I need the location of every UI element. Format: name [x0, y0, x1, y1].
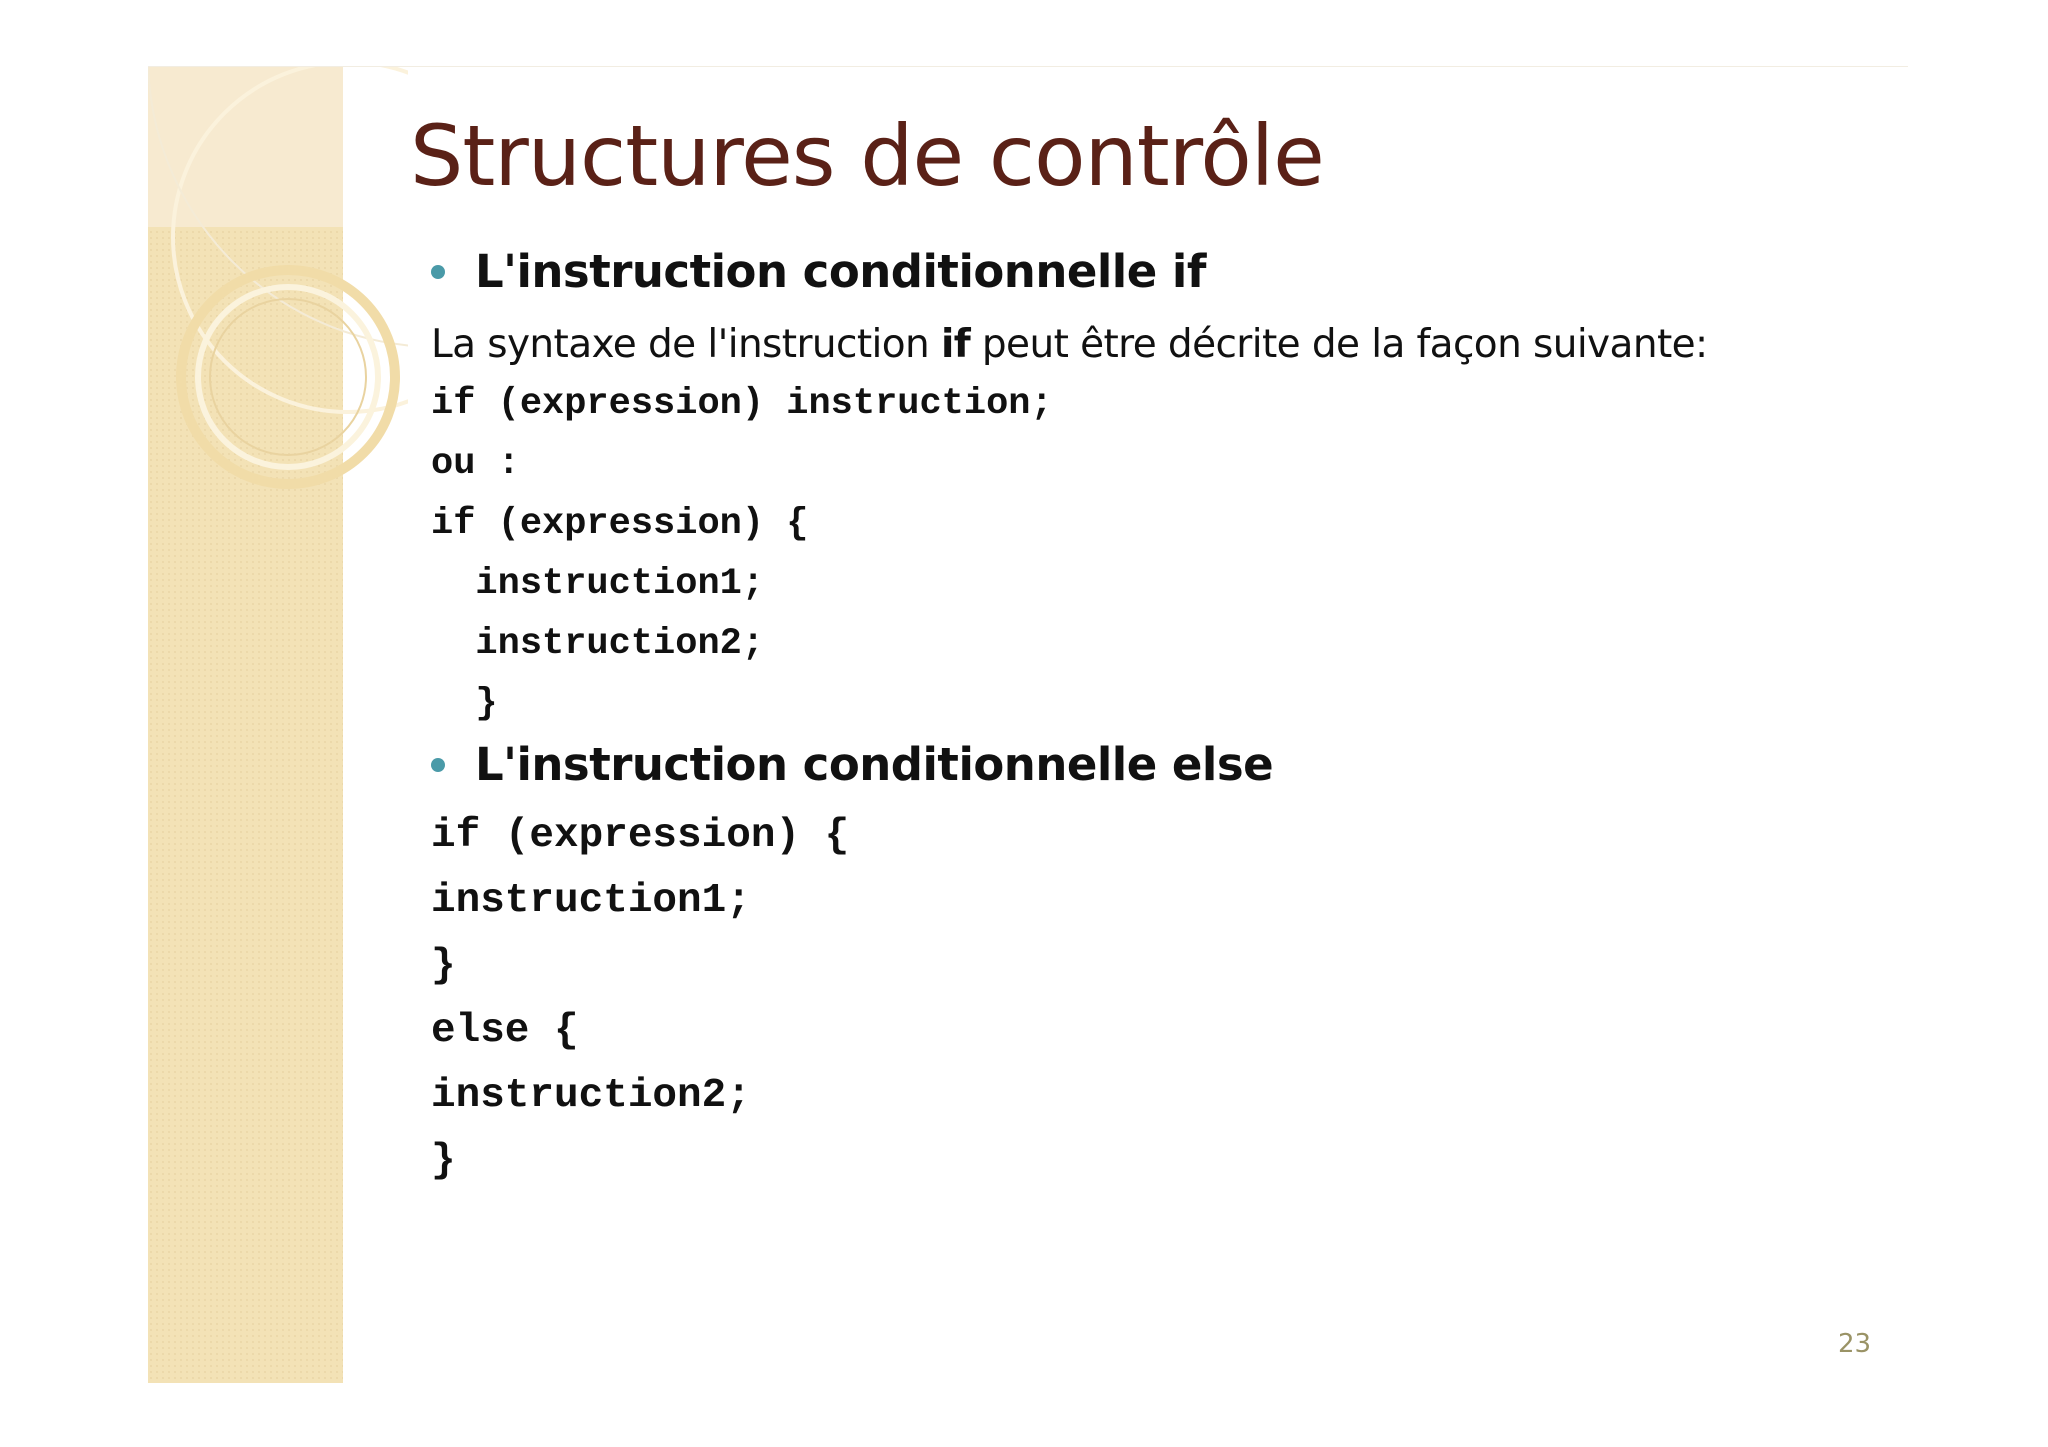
slide [148, 66, 1908, 1383]
page-number: 23 [1838, 1329, 1872, 1359]
code-line: instruction2; [431, 623, 765, 665]
code-line: if (expression) { [431, 813, 850, 859]
slide-title: Structures de contrôle [410, 107, 1324, 205]
bullet-else-text: L'instruction conditionnelle else [475, 738, 1274, 791]
syntax-description-after: peut être décrite de la façon suivante: [970, 322, 1708, 367]
bullet-if [431, 245, 1206, 298]
bullet-else [431, 738, 1273, 791]
code-line: instruction1; [431, 878, 751, 924]
code-line: else { [431, 1008, 579, 1054]
bullet-dot-icon [431, 758, 445, 772]
syntax-description-before: La syntaxe de l'instruction [431, 322, 941, 367]
code-line: if (expression) { [431, 503, 809, 545]
syntax-description [431, 322, 1708, 367]
syntax-description-keyword: if [940, 322, 971, 367]
code-line: } [431, 943, 456, 989]
code-line: instruction2; [431, 1073, 751, 1119]
code-line: instruction1; [431, 563, 765, 605]
code-line: } [431, 1138, 456, 1184]
bullet-if-text: L'instruction conditionnelle if [475, 245, 1206, 298]
code-line: } [431, 683, 498, 725]
decorative-circles-icon [148, 67, 408, 507]
code-line: ou : [431, 443, 520, 485]
code-line: if (expression) instruction; [431, 383, 1053, 425]
bullet-dot-icon [431, 265, 445, 279]
